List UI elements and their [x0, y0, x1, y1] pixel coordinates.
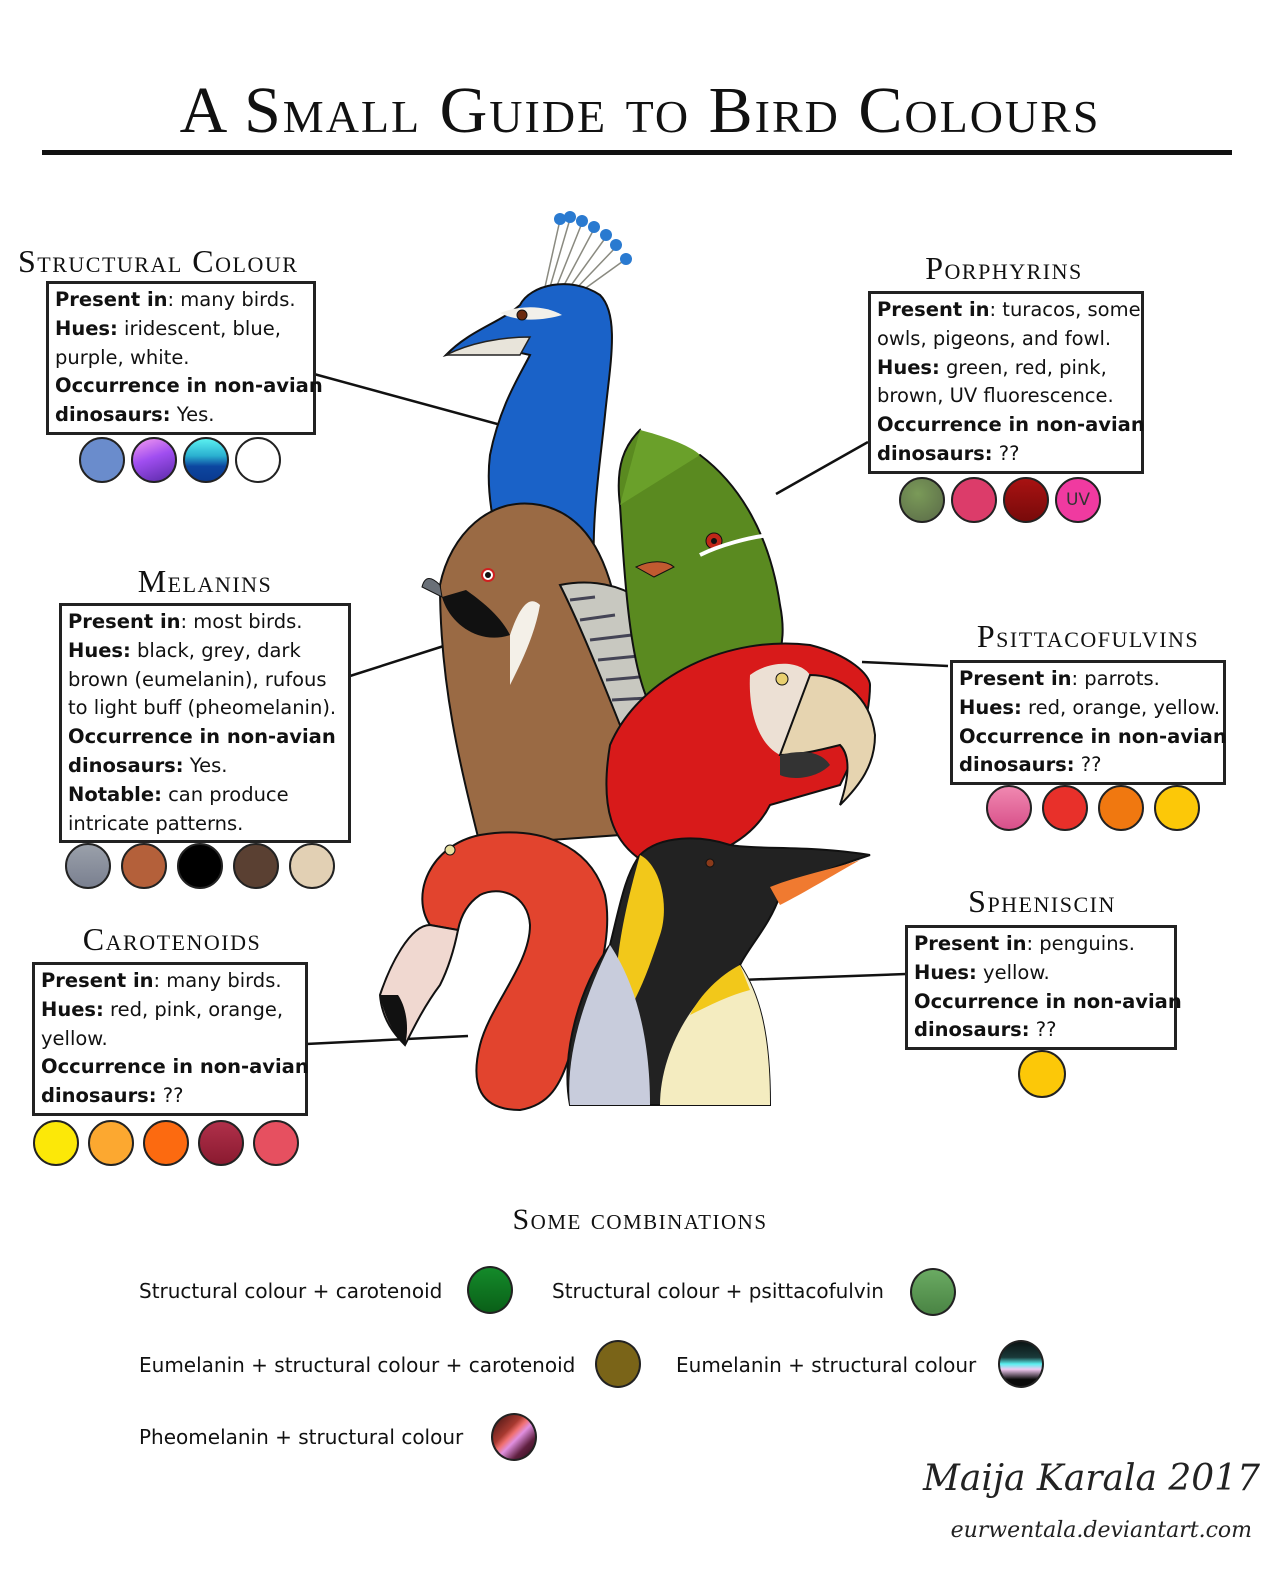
- swatch-yellow: [1018, 1050, 1066, 1098]
- swatches-psittacofulvins: [986, 785, 1200, 831]
- combo-label: Structural colour + carotenoid: [139, 1279, 443, 1303]
- bird-illustration: [370, 205, 890, 1125]
- swatch-orange: [143, 1120, 189, 1166]
- swatch-dark-red: [1003, 477, 1049, 523]
- swatch-black: [177, 843, 223, 889]
- artist-website: eurwentala.deviantart.com: [950, 1518, 1252, 1543]
- combo-swatch-structural-carotenoid: [467, 1266, 513, 1314]
- combo-label: Pheomelanin + structural colour: [139, 1425, 464, 1449]
- swatch-white: [235, 437, 281, 483]
- combo-swatch-eumelanin-structural-carotenoid: [595, 1340, 641, 1388]
- combo-swatch-eumelanin-structural: [998, 1340, 1044, 1388]
- swatch-pink-red: [253, 1120, 299, 1166]
- swatch-blue: [79, 437, 125, 483]
- heading-porphyrins: Porphyrins: [925, 250, 1083, 286]
- swatch-uv: [1055, 477, 1101, 523]
- swatches-melanins: [65, 843, 335, 889]
- info-box-psittacofulvins: Present in: parrots. Hues: red, orange, yellow. Occurrence in non-avian dinosaurs: ??: [950, 660, 1226, 785]
- swatches-carotenoids: [33, 1120, 299, 1166]
- swatch-light-orange: [88, 1120, 134, 1166]
- heading-combinations: Some combinations: [512, 1203, 768, 1236]
- swatch-purple-iridescent: [131, 437, 177, 483]
- heading-spheniscin: Spheniscin: [968, 883, 1116, 919]
- swatches-porphyrins: [899, 477, 1101, 523]
- info-box-spheniscin: Present in: penguins. Hues: yellow. Occurrence in non-avian dinosaurs: ??: [905, 925, 1177, 1050]
- swatch-dark-brown: [233, 843, 279, 889]
- heading-psittacofulvins: Psittacofulvins: [976, 618, 1200, 654]
- swatch-rufous: [121, 843, 167, 889]
- swatches-structural-colour: [79, 437, 281, 483]
- info-box-carotenoids: Present in: many birds. Hues: red, pink, orange, yellow. Occurrence in non-avian dinosaurs: ??: [32, 962, 308, 1116]
- combo-label: Structural colour + psittacofulvin: [552, 1279, 884, 1303]
- heading-melanins: Melanins: [137, 563, 273, 599]
- swatch-light-buff: [289, 843, 335, 889]
- swatch-cyan-iridescent: [183, 437, 229, 483]
- info-box-structural-colour: Present in: many birds. Hues: iridescent, blue, purple, white. Occurrence in non-avian dinosaurs: Yes.: [46, 281, 316, 435]
- uv-label: UV: [1065, 490, 1091, 510]
- swatch-pink: [986, 785, 1032, 831]
- combo-swatch-structural-psittacofulvin: [910, 1268, 956, 1316]
- swatch-green: [899, 477, 945, 523]
- combo-label: Eumelanin + structural colour: [676, 1353, 977, 1377]
- heading-carotenoids: Carotenoids: [82, 921, 262, 957]
- info-box-porphyrins: Present in: turacos, some owls, pigeons, and fowl. Hues: green, red, pink, brown, UV fluorescence. Occurrence in non-avian dinosaurs: ??: [868, 291, 1144, 474]
- combo-swatch-pheomelanin-structural: [491, 1413, 537, 1461]
- artist-signature: Maija Karala 2017: [923, 1458, 1260, 1499]
- info-box-melanins: Present in: most birds. Hues: black, grey, dark brown (eumelanin), rufous to light buff (pheomelanin). Occurrence in non-avian dinosaurs: Yes. Notable: can produce intricate patterns.: [59, 603, 351, 843]
- swatch-grey: [65, 843, 111, 889]
- heading-structural-colour: Structural Colour: [18, 243, 299, 279]
- page-title: A Small Guide to Bird Colours: [179, 74, 1101, 147]
- swatch-orange: [1098, 785, 1144, 831]
- swatch-yellow: [1154, 785, 1200, 831]
- swatches-spheniscin: [1018, 1050, 1066, 1098]
- swatch-pink-red: [951, 477, 997, 523]
- swatch-crimson: [198, 1120, 244, 1166]
- combo-label: Eumelanin + structural colour + carotenoid: [139, 1353, 576, 1377]
- swatch-yellow: [33, 1120, 79, 1166]
- swatch-red: [1042, 785, 1088, 831]
